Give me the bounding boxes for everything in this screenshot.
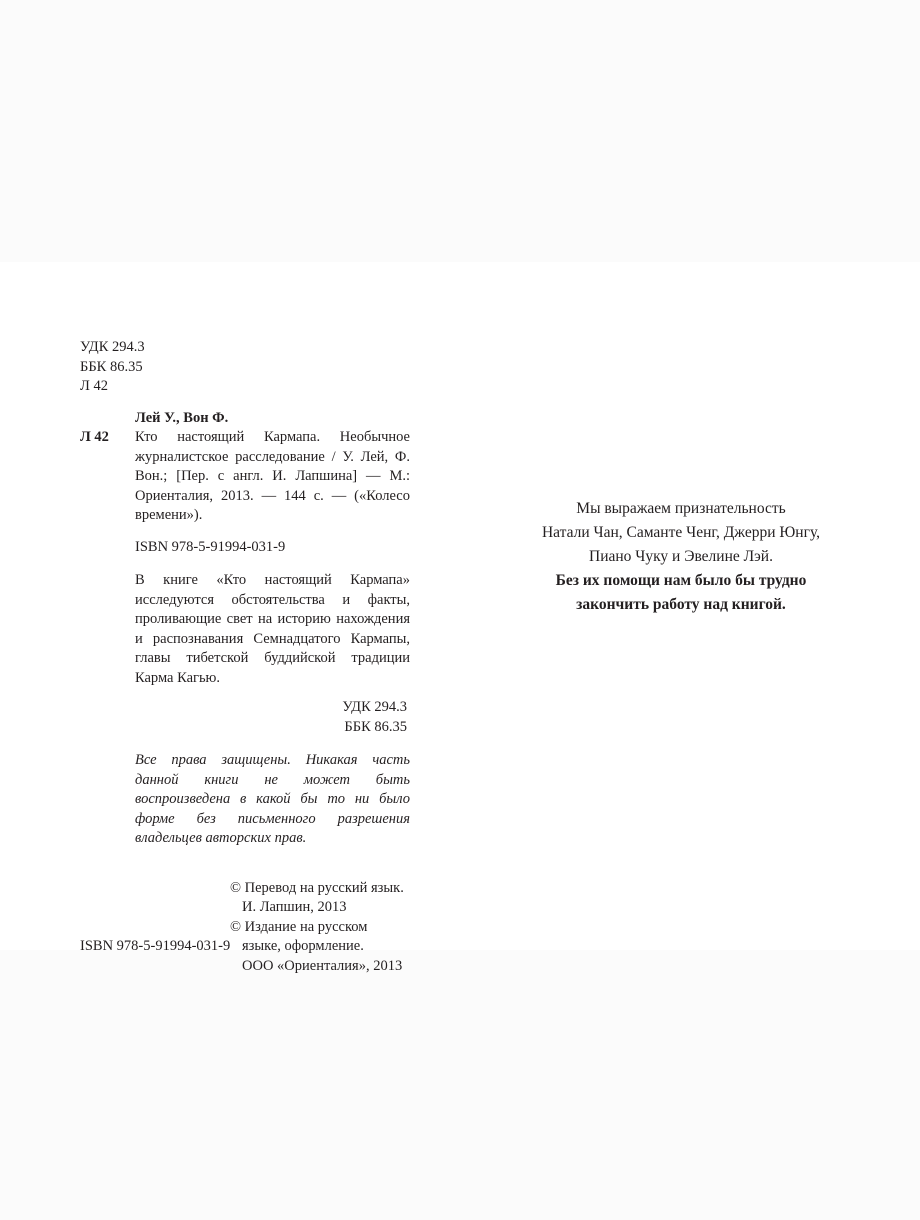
rights-notice: Все права защищены. Никакая часть данной книги не может быть воспроизведена в какой бы то ни было форме без письменного разрешения владельцев авторских прав. xyxy=(135,752,410,846)
acknowledgement-page xyxy=(500,497,862,617)
imprint-page xyxy=(80,338,410,974)
acknowledgement-text xyxy=(500,497,862,617)
entry-author-mark: Л 42 xyxy=(80,429,109,445)
copyright-line: © Перевод на русский язык. xyxy=(230,879,404,896)
copyright-lines xyxy=(230,879,410,977)
bottom-background-band xyxy=(0,950,920,1220)
annotation-udk: УДК 294.3 xyxy=(342,699,407,715)
annotation-bbk: ББК 86.35 xyxy=(344,718,407,735)
copyright-line: © Издание на русском xyxy=(230,918,368,935)
author-heading: Лей У., Вон Ф. xyxy=(135,409,229,426)
copyright-line: И. Лапшин, 2013 xyxy=(242,899,347,915)
copyright-line: ООО «Ориенталия», 2013 xyxy=(242,957,403,974)
copyright-line: языке, оформление. xyxy=(242,938,364,954)
isbn-line: ISBN 978-5-91994-031-9 xyxy=(135,538,286,555)
bbk-code: ББК 86.35 xyxy=(80,358,143,375)
annotation-codes xyxy=(80,698,410,737)
author-mark: Л 42 xyxy=(80,378,108,394)
classification-codes xyxy=(80,338,410,397)
annotation-text: В книге «Кто настоящий Кармапа» исследуются обстоятельства и факты, проливающие свет на историю нахождения и распознавания Семнадцатого Кармапы, главы тибетской буддийской традиции Карма Кагью. xyxy=(135,572,410,686)
thanks-line: Натали Чан, Саманте Ченг, Джерри Юнгу, xyxy=(541,524,821,541)
bibliographic-entry xyxy=(80,428,410,526)
entry-description: Кто настоящий Кармапа. Необычное журналистское расследование / У. Лей, Ф. Вон.; [Пер. с англ. И. Лапшина] — М.: Ориенталия, 2013. — 144 с. — («Колесо времени»). xyxy=(135,429,410,523)
isbn-bottom: ISBN 978-5-91994-031-9 xyxy=(80,938,231,954)
copyright-block xyxy=(80,879,410,974)
thanks-bold-line: закончить работу над книгой. xyxy=(576,596,786,613)
udk-code: УДК 294.3 xyxy=(80,339,145,355)
top-background-band xyxy=(0,0,920,262)
thanks-line: Пиано Чуку и Эвелине Лэй. xyxy=(589,548,773,565)
thanks-bold-line: Без их помощи нам было бы трудно xyxy=(555,572,807,589)
thanks-line: Мы выражаем признательность xyxy=(576,500,786,517)
